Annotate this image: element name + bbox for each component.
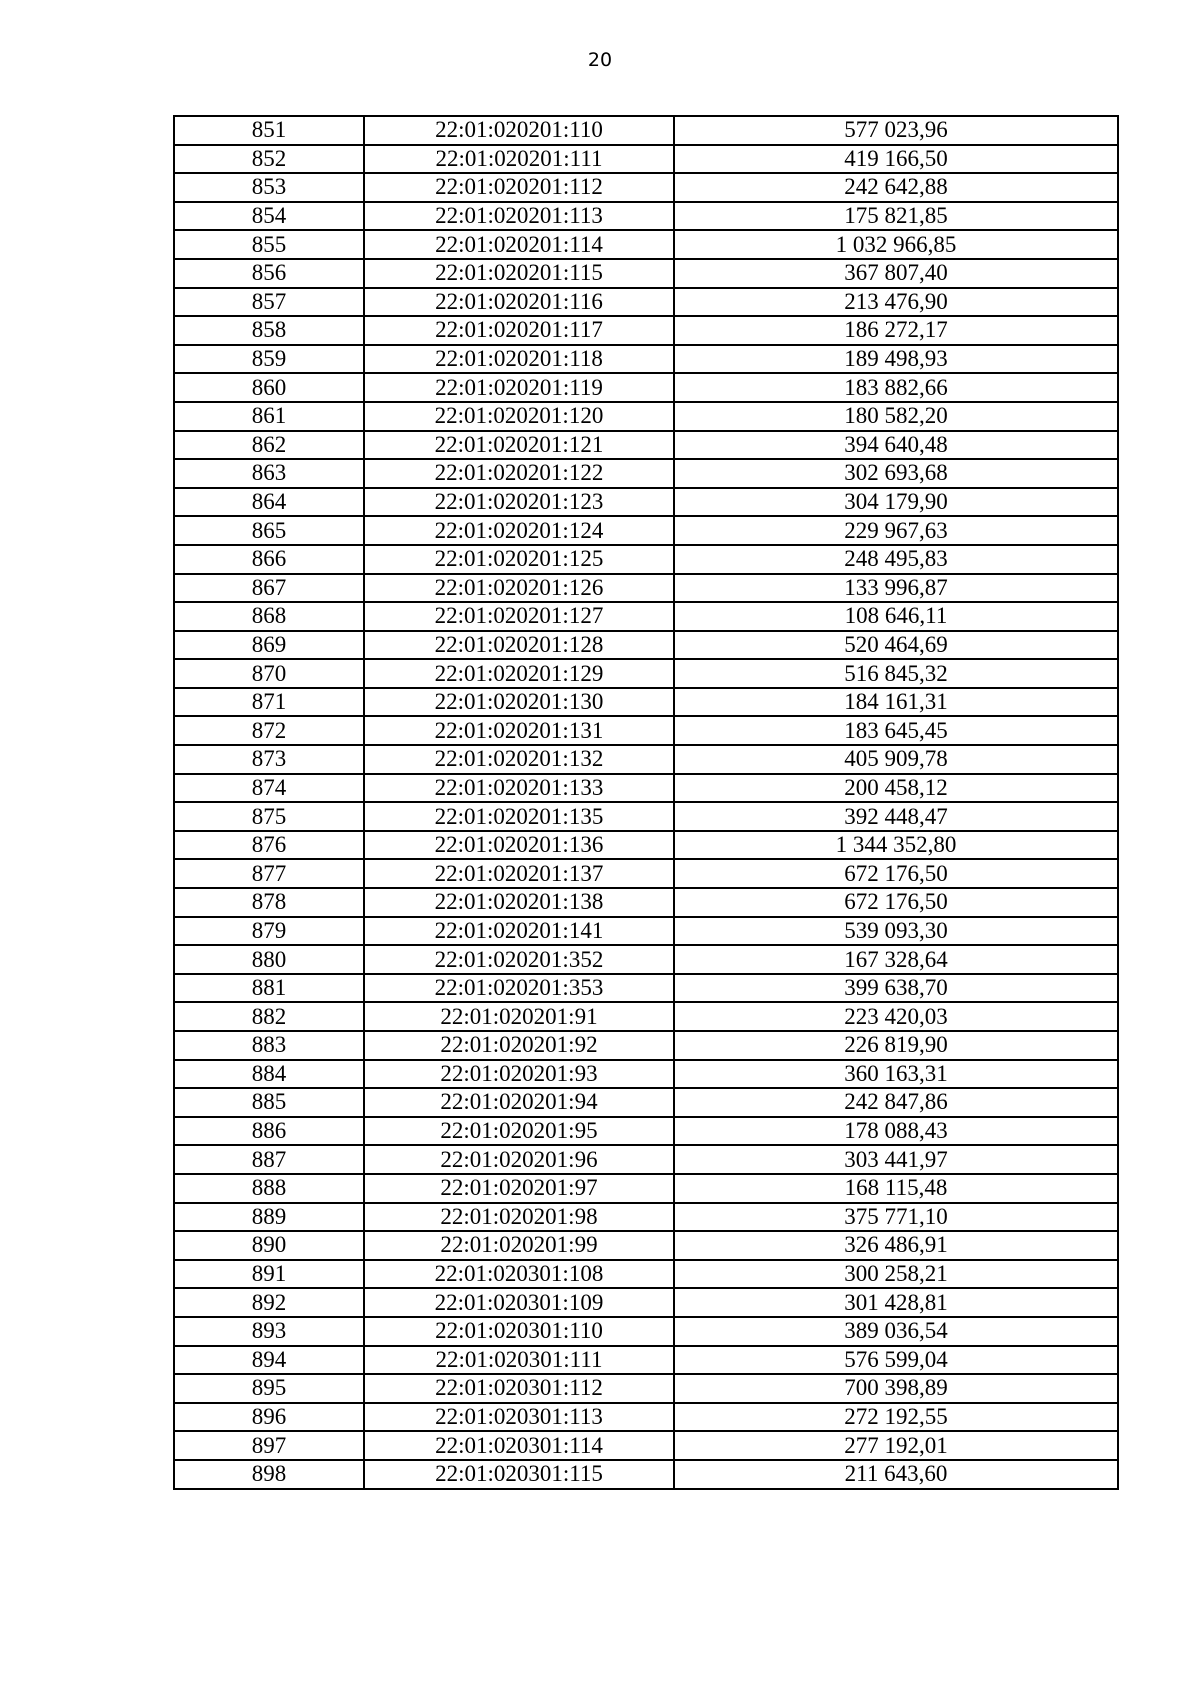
table-row bbox=[174, 745, 1118, 774]
table-row bbox=[174, 802, 1118, 831]
cadastral-number-cell: 22:01:020201:112 bbox=[364, 173, 674, 202]
row-number-cell: 896 bbox=[174, 1403, 364, 1432]
row-number-cell: 884 bbox=[174, 1060, 364, 1089]
table-row bbox=[174, 259, 1118, 288]
table-row bbox=[174, 574, 1118, 603]
cadastral-number-cell: 22:01:020201:136 bbox=[364, 831, 674, 860]
cadastral-value-cell: 577 023,96 bbox=[674, 116, 1118, 145]
table-row bbox=[174, 888, 1118, 917]
cadastral-number-cell: 22:01:020201:353 bbox=[364, 974, 674, 1003]
row-number-cell: 883 bbox=[174, 1031, 364, 1060]
row-number-cell: 859 bbox=[174, 345, 364, 374]
row-number-cell: 890 bbox=[174, 1231, 364, 1260]
row-number-cell: 880 bbox=[174, 945, 364, 974]
cadastral-value-cell: 300 258,21 bbox=[674, 1260, 1118, 1289]
cadastral-number-cell: 22:01:020201:116 bbox=[364, 288, 674, 317]
row-number-cell: 874 bbox=[174, 774, 364, 803]
row-number-cell: 887 bbox=[174, 1145, 364, 1174]
table-row bbox=[174, 488, 1118, 517]
cadastral-value-cell: 672 176,50 bbox=[674, 888, 1118, 917]
table-row bbox=[174, 659, 1118, 688]
row-number-cell: 891 bbox=[174, 1260, 364, 1289]
table-row bbox=[174, 1203, 1118, 1232]
row-number-cell: 873 bbox=[174, 745, 364, 774]
cadastral-number-cell: 22:01:020201:125 bbox=[364, 545, 674, 574]
cadastral-number-cell: 22:01:020201:115 bbox=[364, 259, 674, 288]
cadastral-value-cell: 326 486,91 bbox=[674, 1231, 1118, 1260]
row-number-cell: 885 bbox=[174, 1088, 364, 1117]
row-number-cell: 871 bbox=[174, 688, 364, 717]
row-number-cell: 858 bbox=[174, 316, 364, 345]
cadastral-value-cell: 167 328,64 bbox=[674, 945, 1118, 974]
cadastral-value-cell: 248 495,83 bbox=[674, 545, 1118, 574]
row-number-cell: 893 bbox=[174, 1317, 364, 1346]
cadastral-value-cell: 375 771,10 bbox=[674, 1203, 1118, 1232]
row-number-cell: 867 bbox=[174, 574, 364, 603]
table-row bbox=[174, 1460, 1118, 1489]
cadastral-value-cell: 367 807,40 bbox=[674, 259, 1118, 288]
cadastral-number-cell: 22:01:020301:115 bbox=[364, 1460, 674, 1489]
cadastral-number-cell: 22:01:020201:132 bbox=[364, 745, 674, 774]
cadastral-value-cell: 200 458,12 bbox=[674, 774, 1118, 803]
row-number-cell: 851 bbox=[174, 116, 364, 145]
cadastral-number-cell: 22:01:020301:110 bbox=[364, 1317, 674, 1346]
row-number-cell: 862 bbox=[174, 431, 364, 460]
cadastral-number-cell: 22:01:020201:137 bbox=[364, 859, 674, 888]
row-number-cell: 875 bbox=[174, 802, 364, 831]
row-number-cell: 889 bbox=[174, 1203, 364, 1232]
row-number-cell: 895 bbox=[174, 1374, 364, 1403]
cadastral-number-cell: 22:01:020201:120 bbox=[364, 402, 674, 431]
cadastral-number-cell: 22:01:020201:138 bbox=[364, 888, 674, 917]
row-number-cell: 868 bbox=[174, 602, 364, 631]
table-row bbox=[174, 1431, 1118, 1460]
cadastral-number-cell: 22:01:020201:130 bbox=[364, 688, 674, 717]
cadastral-value-cell: 186 272,17 bbox=[674, 316, 1118, 345]
cadastral-number-cell: 22:01:020201:92 bbox=[364, 1031, 674, 1060]
cadastral-value-cell: 189 498,93 bbox=[674, 345, 1118, 374]
cadastral-value-cell: 399 638,70 bbox=[674, 974, 1118, 1003]
cadastral-value-cell: 211 643,60 bbox=[674, 1460, 1118, 1489]
table-row bbox=[174, 288, 1118, 317]
table-row bbox=[174, 1317, 1118, 1346]
cadastral-number-cell: 22:01:020201:124 bbox=[364, 516, 674, 545]
table-row bbox=[174, 602, 1118, 631]
cadastral-value-cell: 133 996,87 bbox=[674, 574, 1118, 603]
row-number-cell: 855 bbox=[174, 230, 364, 259]
row-number-cell: 853 bbox=[174, 173, 364, 202]
cadastral-value-cell: 303 441,97 bbox=[674, 1145, 1118, 1174]
cadastral-number-cell: 22:01:020301:109 bbox=[364, 1288, 674, 1317]
cadastral-value-cell: 183 645,45 bbox=[674, 716, 1118, 745]
table-row bbox=[174, 173, 1118, 202]
cadastral-value-cell: 419 166,50 bbox=[674, 145, 1118, 174]
cadastral-value-cell: 272 192,55 bbox=[674, 1403, 1118, 1432]
table-row bbox=[174, 402, 1118, 431]
cadastral-value-cell: 302 693,68 bbox=[674, 459, 1118, 488]
table-row bbox=[174, 1403, 1118, 1432]
cadastral-value-cell: 277 192,01 bbox=[674, 1431, 1118, 1460]
table-row bbox=[174, 1031, 1118, 1060]
cadastral-value-cell: 226 819,90 bbox=[674, 1031, 1118, 1060]
cadastral-number-cell: 22:01:020201:352 bbox=[364, 945, 674, 974]
row-number-cell: 897 bbox=[174, 1431, 364, 1460]
table-row bbox=[174, 1346, 1118, 1375]
cadastral-number-cell: 22:01:020201:128 bbox=[364, 631, 674, 660]
table-row bbox=[174, 1231, 1118, 1260]
cadastral-number-cell: 22:01:020201:93 bbox=[364, 1060, 674, 1089]
table-row bbox=[174, 831, 1118, 860]
cadastral-value-cell: 178 088,43 bbox=[674, 1117, 1118, 1146]
cadastral-number-cell: 22:01:020201:98 bbox=[364, 1203, 674, 1232]
cadastral-value-cell: 700 398,89 bbox=[674, 1374, 1118, 1403]
row-number-cell: 870 bbox=[174, 659, 364, 688]
table-row bbox=[174, 631, 1118, 660]
cadastral-number-cell: 22:01:020201:127 bbox=[364, 602, 674, 631]
cadastral-number-cell: 22:01:020301:111 bbox=[364, 1346, 674, 1375]
table-row bbox=[174, 316, 1118, 345]
cadastral-value-cell: 304 179,90 bbox=[674, 488, 1118, 517]
cadastral-value-cell: 223 420,03 bbox=[674, 1002, 1118, 1031]
table-body bbox=[174, 116, 1118, 1489]
cadastral-number-cell: 22:01:020201:126 bbox=[364, 574, 674, 603]
row-number-cell: 898 bbox=[174, 1460, 364, 1489]
row-number-cell: 876 bbox=[174, 831, 364, 860]
cadastral-value-cell: 1 032 966,85 bbox=[674, 230, 1118, 259]
row-number-cell: 854 bbox=[174, 202, 364, 231]
cadastral-value-cell: 392 448,47 bbox=[674, 802, 1118, 831]
table-row bbox=[174, 774, 1118, 803]
table-row bbox=[174, 1088, 1118, 1117]
cadastral-value-cell: 108 646,11 bbox=[674, 602, 1118, 631]
cadastral-number-cell: 22:01:020201:141 bbox=[364, 917, 674, 946]
cadastral-value-cell: 539 093,30 bbox=[674, 917, 1118, 946]
row-number-cell: 869 bbox=[174, 631, 364, 660]
row-number-cell: 878 bbox=[174, 888, 364, 917]
page-number: 20 bbox=[587, 49, 613, 71]
row-number-cell: 852 bbox=[174, 145, 364, 174]
cadastral-value-cell: 213 476,90 bbox=[674, 288, 1118, 317]
table-row bbox=[174, 1260, 1118, 1289]
cadastral-value-cell: 394 640,48 bbox=[674, 431, 1118, 460]
table-row bbox=[174, 1002, 1118, 1031]
cadastral-value-cell: 389 036,54 bbox=[674, 1317, 1118, 1346]
table-row bbox=[174, 202, 1118, 231]
table-row bbox=[174, 345, 1118, 374]
cadastral-number-cell: 22:01:020301:113 bbox=[364, 1403, 674, 1432]
cadastral-value-cell: 229 967,63 bbox=[674, 516, 1118, 545]
table-row bbox=[174, 688, 1118, 717]
table-row bbox=[174, 459, 1118, 488]
table-row bbox=[174, 1288, 1118, 1317]
row-number-cell: 882 bbox=[174, 1002, 364, 1031]
cadastral-value-cell: 242 642,88 bbox=[674, 173, 1118, 202]
cadastral-number-cell: 22:01:020201:97 bbox=[364, 1174, 674, 1203]
row-number-cell: 881 bbox=[174, 974, 364, 1003]
cadastral-number-cell: 22:01:020201:121 bbox=[364, 431, 674, 460]
cadastral-value-cell: 1 344 352,80 bbox=[674, 831, 1118, 860]
row-number-cell: 863 bbox=[174, 459, 364, 488]
table-row bbox=[174, 1145, 1118, 1174]
table-row bbox=[174, 917, 1118, 946]
cadastral-number-cell: 22:01:020201:99 bbox=[364, 1231, 674, 1260]
table-row bbox=[174, 230, 1118, 259]
row-number-cell: 894 bbox=[174, 1346, 364, 1375]
cadastral-number-cell: 22:01:020201:117 bbox=[364, 316, 674, 345]
cadastral-number-cell: 22:01:020201:129 bbox=[364, 659, 674, 688]
cadastral-number-cell: 22:01:020201:94 bbox=[364, 1088, 674, 1117]
cadastral-number-cell: 22:01:020201:95 bbox=[364, 1117, 674, 1146]
cadastral-number-cell: 22:01:020201:135 bbox=[364, 802, 674, 831]
row-number-cell: 877 bbox=[174, 859, 364, 888]
table-row bbox=[174, 116, 1118, 145]
table-row bbox=[174, 1117, 1118, 1146]
row-number-cell: 865 bbox=[174, 516, 364, 545]
table-row bbox=[174, 516, 1118, 545]
row-number-cell: 879 bbox=[174, 917, 364, 946]
cadastral-value-cell: 183 882,66 bbox=[674, 373, 1118, 402]
table-row bbox=[174, 145, 1118, 174]
row-number-cell: 888 bbox=[174, 1174, 364, 1203]
table-row bbox=[174, 974, 1118, 1003]
row-number-cell: 857 bbox=[174, 288, 364, 317]
cadastral-number-cell: 22:01:020201:119 bbox=[364, 373, 674, 402]
cadastral-value-cell: 576 599,04 bbox=[674, 1346, 1118, 1375]
cadastral-value-cell: 516 845,32 bbox=[674, 659, 1118, 688]
cadastral-number-cell: 22:01:020201:131 bbox=[364, 716, 674, 745]
table-row bbox=[174, 1060, 1118, 1089]
cadastral-value-cell: 168 115,48 bbox=[674, 1174, 1118, 1203]
cadastral-value-cell: 301 428,81 bbox=[674, 1288, 1118, 1317]
cadastral-number-cell: 22:01:020201:118 bbox=[364, 345, 674, 374]
table-row bbox=[174, 1374, 1118, 1403]
cadastral-value-cell: 184 161,31 bbox=[674, 688, 1118, 717]
cadastral-number-cell: 22:01:020201:91 bbox=[364, 1002, 674, 1031]
cadastral-number-cell: 22:01:020301:108 bbox=[364, 1260, 674, 1289]
cadastral-number-cell: 22:01:020301:114 bbox=[364, 1431, 674, 1460]
cadastral-number-cell: 22:01:020201:123 bbox=[364, 488, 674, 517]
table-row bbox=[174, 373, 1118, 402]
cadastral-value-cell: 360 163,31 bbox=[674, 1060, 1118, 1089]
row-number-cell: 872 bbox=[174, 716, 364, 745]
row-number-cell: 886 bbox=[174, 1117, 364, 1146]
table-row bbox=[174, 545, 1118, 574]
cadastral-number-cell: 22:01:020301:112 bbox=[364, 1374, 674, 1403]
row-number-cell: 892 bbox=[174, 1288, 364, 1317]
cadastral-value-cell: 405 909,78 bbox=[674, 745, 1118, 774]
table-row bbox=[174, 431, 1118, 460]
cadastral-number-cell: 22:01:020201:114 bbox=[364, 230, 674, 259]
cadastral-number-cell: 22:01:020201:113 bbox=[364, 202, 674, 231]
cadastral-number-cell: 22:01:020201:133 bbox=[364, 774, 674, 803]
row-number-cell: 864 bbox=[174, 488, 364, 517]
table-row bbox=[174, 716, 1118, 745]
cadastral-number-cell: 22:01:020201:111 bbox=[364, 145, 674, 174]
row-number-cell: 860 bbox=[174, 373, 364, 402]
cadastral-value-cell: 520 464,69 bbox=[674, 631, 1118, 660]
table-row bbox=[174, 859, 1118, 888]
table-row bbox=[174, 945, 1118, 974]
cadastral-value-cell: 175 821,85 bbox=[674, 202, 1118, 231]
cadastral-value-cell: 180 582,20 bbox=[674, 402, 1118, 431]
table-row bbox=[174, 1174, 1118, 1203]
cadastral-value-cell: 242 847,86 bbox=[674, 1088, 1118, 1117]
row-number-cell: 856 bbox=[174, 259, 364, 288]
cadastral-value-cell: 672 176,50 bbox=[674, 859, 1118, 888]
cadastral-number-cell: 22:01:020201:110 bbox=[364, 116, 674, 145]
cadastral-number-cell: 22:01:020201:96 bbox=[364, 1145, 674, 1174]
cadastral-value-table bbox=[173, 115, 1119, 1490]
row-number-cell: 866 bbox=[174, 545, 364, 574]
row-number-cell: 861 bbox=[174, 402, 364, 431]
cadastral-number-cell: 22:01:020201:122 bbox=[364, 459, 674, 488]
